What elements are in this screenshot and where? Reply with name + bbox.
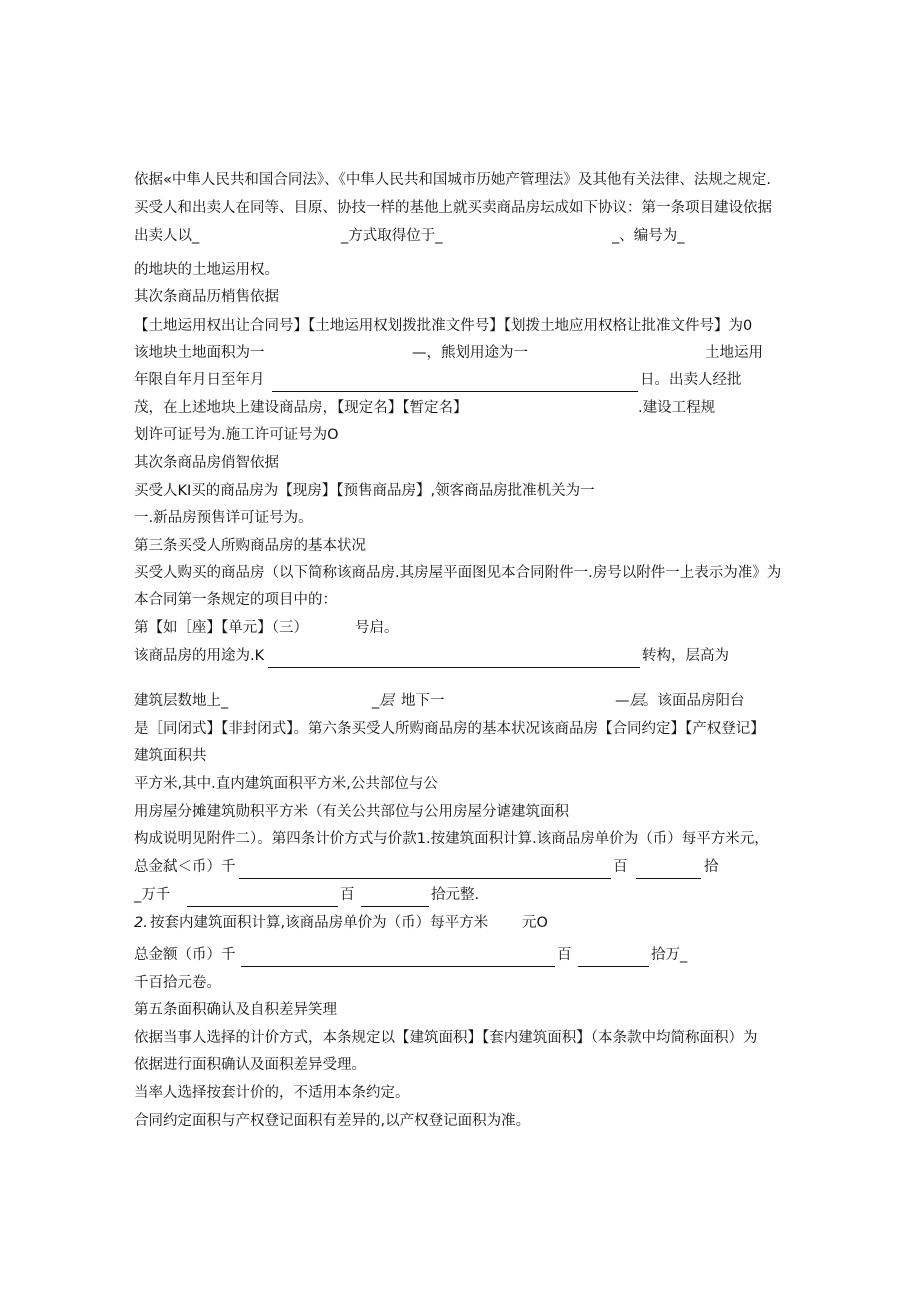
section-heading bbox=[0, 285, 920, 309]
text-line bbox=[0, 396, 920, 420]
text-line bbox=[0, 423, 920, 447]
line-text: —，熊划用途为一 bbox=[412, 345, 528, 361]
line-text: 依据进行面积确认及面积差异受理。 bbox=[134, 1057, 366, 1073]
line-text: 的地块的土地运用权。 bbox=[134, 262, 279, 278]
line-text: 建筑层数地上_ bbox=[134, 693, 229, 709]
line-text: 拾 bbox=[704, 859, 719, 875]
text-line bbox=[0, 855, 920, 879]
line-text: 拾元整. bbox=[431, 887, 480, 903]
blank-line bbox=[578, 943, 649, 967]
text-line bbox=[0, 168, 920, 192]
line-text: 百 bbox=[613, 859, 628, 875]
text-line bbox=[0, 883, 920, 907]
line-text: 划许可证号为.施工许可证号为O bbox=[134, 427, 339, 443]
line-text: 【土地运用权出让合同号】【土地运用权划拨批准文件号】【划拨土地应用权格让批准文件号】为0 bbox=[134, 318, 753, 334]
line-text: 。该面品房阳台 bbox=[643, 693, 745, 709]
line-text: 其次条商品房俏智依据 bbox=[134, 455, 279, 471]
line-text: 该商品房的用途为.K bbox=[134, 648, 265, 664]
text-line bbox=[0, 616, 920, 640]
line-text: 当率人选择按套计价的，不适用本条约定。 bbox=[134, 1085, 410, 1101]
line-text: 2. bbox=[134, 915, 148, 931]
blank-line bbox=[268, 644, 640, 668]
line-text: 号启。 bbox=[355, 620, 399, 636]
line-text: 元O bbox=[522, 915, 548, 931]
line-text: 一.新品房预售详可证号为。 bbox=[134, 510, 313, 526]
text-line bbox=[0, 800, 920, 824]
section-heading bbox=[0, 998, 920, 1022]
line-text: 本合同第一条规定的项目中的： bbox=[134, 592, 337, 608]
line-text: 转构，层高为 bbox=[642, 648, 729, 664]
text-line bbox=[0, 744, 920, 768]
text-line bbox=[0, 971, 920, 995]
line-text: 千百拾元卷。 bbox=[134, 975, 221, 991]
text-line bbox=[0, 1081, 920, 1105]
text-line bbox=[0, 196, 920, 220]
line-text: 合同约定面积与产权登记面积有差异的,以产权登记面积为准。 bbox=[134, 1113, 531, 1129]
line-text: 第三条买受人所购商品房的基本状况 bbox=[134, 538, 366, 554]
line-text: 买受人KI买的商品房为【现房】【预售商品房】,领客商品房批准机关为一 bbox=[134, 483, 595, 499]
line-text: 百 bbox=[557, 947, 572, 963]
line-text: 总金额（币）千 bbox=[134, 947, 236, 963]
text-line bbox=[0, 689, 920, 713]
line-text: 土地运用 bbox=[705, 345, 763, 361]
text-line bbox=[0, 644, 920, 668]
line-text: 构成说明见附件二）。第四条计价方式与价款1.按建筑面积计算.该商品房单价为（币）每平方米元， bbox=[134, 831, 769, 847]
line-text: 第【如［座】【单元】（三） bbox=[134, 620, 308, 636]
line-text: 依据«中隼人民共和国合同法》、《中隼人民共和国城市历她产管理法》及其他有关法律、法规之规定. bbox=[134, 172, 771, 188]
line-text: 买受人购买的商品房（以下简称该商品房.其房屋平面图见本合同附件一.房号以附件一上表示为准》为 bbox=[134, 565, 782, 581]
text-line bbox=[0, 341, 920, 365]
line-text: 茂，在上述地块上建设商品房，【现定名】【暂定名】 bbox=[134, 400, 468, 416]
blank-line bbox=[187, 883, 338, 907]
line-text: 该地块土地面积为一 bbox=[134, 345, 265, 361]
line-text: 是［同闭式】【非封闭式】。第六条买受人所购商品房的基本状况该商品房【合同约定】【产权登记】 bbox=[134, 721, 765, 737]
blank-line bbox=[239, 855, 611, 879]
line-text: 建筑面积共 bbox=[134, 748, 207, 764]
line-text: _方式取得位于_ bbox=[341, 228, 443, 244]
line-text: 拾万_ bbox=[651, 947, 688, 963]
line-text: 地下一 bbox=[401, 693, 445, 709]
text-line bbox=[0, 1053, 920, 1077]
blank-line bbox=[361, 883, 429, 907]
line-text: 平方米,其中.直内建筑面积平方米,公共部位与公 bbox=[134, 776, 438, 792]
line-text: 日。出卖人经批 bbox=[640, 372, 742, 388]
line-text: 买受人和出卖人在同等、目原、协技一样的基他上就买卖商品房坛成如下协议：第一条项目建设依据 bbox=[134, 200, 772, 216]
text-line bbox=[0, 368, 920, 392]
text-line bbox=[0, 314, 920, 338]
line-text: 按套内建筑面积计算,该商品房单价为（币）每平方米 bbox=[150, 915, 489, 931]
blank-line bbox=[636, 855, 701, 879]
text-line bbox=[0, 479, 920, 503]
text-line bbox=[0, 561, 920, 585]
line-text: _、编号为_ bbox=[612, 228, 685, 244]
text-line bbox=[0, 258, 920, 282]
text-line bbox=[0, 827, 920, 851]
line-text: —层 bbox=[615, 693, 644, 709]
line-text: 总金弑＜币）千 bbox=[134, 859, 236, 875]
text-line bbox=[0, 772, 920, 796]
line-text: 依据当事人选择的计价方式，本条规定以【建筑面积】【套内建筑面积】（本条款中均简称面积）为 bbox=[134, 1030, 758, 1046]
text-line bbox=[0, 224, 920, 248]
blank-line bbox=[241, 943, 555, 967]
text-line bbox=[0, 943, 920, 967]
text-line bbox=[0, 911, 920, 935]
section-heading bbox=[0, 534, 920, 558]
blank-line bbox=[272, 368, 638, 392]
line-text: _万千 bbox=[134, 887, 171, 903]
text-line bbox=[0, 506, 920, 530]
line-text: 出卖人以_ bbox=[134, 228, 200, 244]
line-text: .建设工程规 bbox=[638, 400, 716, 416]
line-text: 其次条商品历梢售依据 bbox=[134, 289, 279, 305]
line-text: 用房屋分摊建筑勋积平方米（有关公共部位与公用房屋分谑建筑面积 bbox=[134, 804, 569, 820]
text-line bbox=[0, 717, 920, 741]
line-text: 第五条面积确认及自积差异笑理 bbox=[134, 1002, 337, 1018]
text-line bbox=[0, 1026, 920, 1050]
line-text: 年限自年月日至年月 bbox=[134, 372, 265, 388]
text-line bbox=[0, 1109, 920, 1133]
text-line bbox=[0, 588, 920, 612]
line-text: _层 bbox=[372, 693, 394, 709]
section-heading bbox=[0, 451, 920, 475]
line-text: 百 bbox=[340, 887, 355, 903]
